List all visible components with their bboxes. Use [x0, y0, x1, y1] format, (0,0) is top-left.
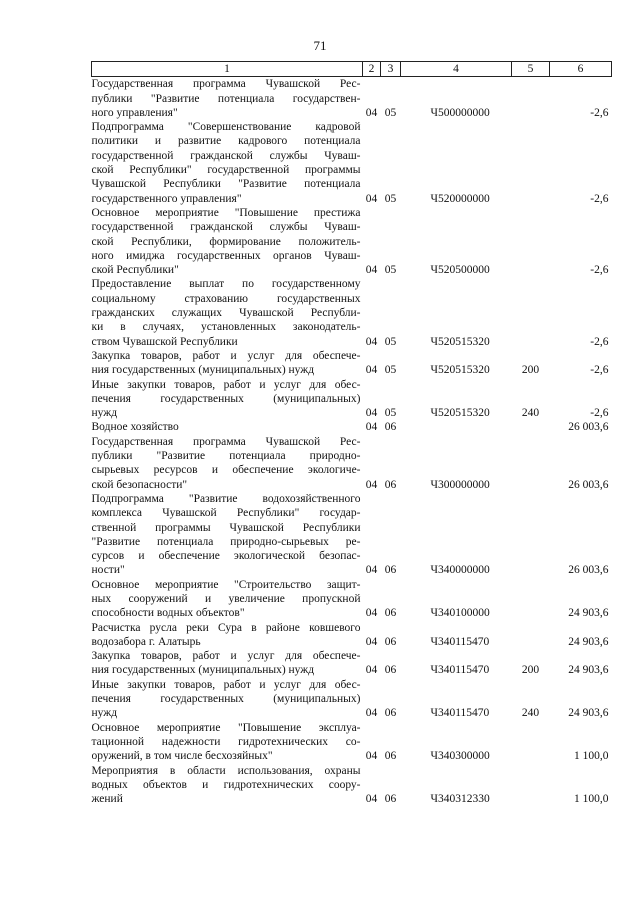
row-name-line: ской Республики" государственной программы	[91, 164, 361, 177]
row-name-line: нужд	[91, 707, 118, 720]
subsection-code-cell: 06	[384, 750, 397, 763]
row-name-line: Основное мероприятие "Строительство защит-	[91, 578, 361, 591]
amount-cell: 24 903,6	[568, 607, 609, 620]
target-item-cell: Ч520515320	[430, 335, 490, 348]
row-name-line: ской Республики, формирование положитель-	[91, 235, 361, 248]
target-item-cell: Ч340300000	[430, 750, 490, 763]
budget-table	[91, 61, 612, 806]
row-name-line: Государственная программа Чувашской Рес-	[91, 78, 361, 91]
amount-cell: -2,6	[590, 106, 609, 119]
row-name-line: оружений, в том числе бесхозяйных"	[91, 750, 273, 763]
expense-type-cell	[512, 435, 550, 492]
section-code-cell: 04	[365, 421, 378, 434]
expense-type-cell	[512, 578, 550, 621]
amount-cell: -2,6	[590, 364, 609, 377]
section-code-cell: 04	[365, 407, 378, 420]
table-row	[92, 435, 612, 492]
subsection-code-cell: 06	[384, 635, 397, 648]
table-row	[92, 206, 612, 277]
row-name-line: комплекса Чувашской Республики" государ-	[91, 507, 361, 520]
row-name-line: социальному страхованию государственных	[91, 292, 361, 305]
amount-cell: 26 003,6	[568, 478, 609, 491]
amount-cell: -2,6	[590, 264, 609, 277]
target-item-cell	[401, 420, 512, 434]
table-row	[92, 649, 612, 678]
row-name-line: способности водных объектов"	[91, 607, 245, 620]
row-name-line: Подпрограмма "Совершенствование кадровой	[91, 121, 361, 134]
row-name-line: гражданских служащих Чувашской Республи-	[91, 307, 361, 320]
header-col-2: 2	[363, 62, 381, 77]
row-name-cell	[92, 206, 363, 277]
row-name-line: нужд	[91, 407, 118, 420]
section-code-cell: 04	[365, 335, 378, 348]
row-name-line: тационной надежности гидротехнических со-	[91, 735, 361, 748]
row-name-line: ки в случаях, установленных законодатель-	[91, 321, 361, 334]
subsection-code-cell: 06	[384, 421, 397, 434]
target-item-cell: Ч340100000	[430, 607, 490, 620]
row-name-line: ской безопасности"	[91, 478, 188, 491]
page-number: 71	[313, 38, 327, 53]
table-row	[92, 492, 612, 578]
expense-type-cell	[512, 492, 550, 578]
row-name-line: Расчистка русла реки Сура в районе ковшевого	[91, 621, 361, 634]
row-name-line: публики "Развитие потенциала природно-	[91, 450, 361, 463]
row-name-cell	[92, 621, 363, 650]
row-name-line: ской Республики"	[91, 264, 179, 277]
row-name-line: ных сооружений и увеличение пропускной	[91, 592, 361, 605]
expense-type-cell	[512, 77, 550, 120]
target-item-cell: Ч340000000	[430, 564, 490, 577]
row-name-line: ния государственных (муниципальных) нужд	[91, 664, 315, 677]
row-name-line: политики и развитие кадрового потенциала	[91, 135, 361, 148]
subsection-code-cell: 05	[384, 407, 397, 420]
table-row	[92, 578, 612, 621]
table-row	[92, 420, 612, 434]
table-row	[92, 678, 612, 721]
row-name-cell	[92, 77, 363, 120]
row-name-cell	[92, 649, 363, 678]
amount-cell: -2,6	[590, 335, 609, 348]
row-name-line: Мероприятия в области использования, охраны	[91, 764, 361, 777]
row-name-line: Предоставление выплат по государственному	[91, 278, 361, 291]
subsection-code-cell: 05	[384, 106, 397, 119]
section-code-cell: 04	[365, 607, 378, 620]
row-name-line: ния государственных (муниципальных) нужд	[91, 364, 315, 377]
row-name-line: публики "Развитие потенциала государствен-	[91, 92, 361, 105]
table-row	[92, 764, 612, 807]
amount-cell: -2,6	[590, 192, 609, 205]
amount-cell: 1 100,0	[574, 750, 609, 763]
budget-table-wrap	[91, 61, 612, 806]
table-row	[92, 621, 612, 650]
expense-type-cell	[512, 120, 550, 206]
amount-cell: 24 903,6	[568, 635, 609, 648]
row-name-line: сурсов и обеспечение экологической безопас-	[91, 550, 361, 563]
header-col-5: 5	[512, 62, 550, 77]
section-code-cell: 04	[365, 264, 378, 277]
row-name-cell	[92, 678, 363, 721]
subsection-code-cell: 06	[384, 478, 397, 491]
expense-type-cell: 200	[521, 664, 540, 677]
expense-type-cell	[512, 420, 550, 434]
amount-cell: 26 003,6	[568, 421, 609, 434]
target-item-cell: Ч300000000	[430, 478, 490, 491]
section-code-cell: 04	[365, 564, 378, 577]
expense-type-cell: 240	[521, 407, 540, 420]
row-name-line: государственной гражданской службы Чуваш-	[91, 149, 361, 162]
table-row	[92, 349, 612, 378]
section-code-cell: 04	[365, 106, 378, 119]
expense-type-cell	[512, 277, 550, 348]
row-name-cell	[92, 492, 363, 578]
section-code-cell: 04	[365, 635, 378, 648]
row-name-line: ственной программы Чувашской Республики	[91, 521, 361, 534]
expense-type-cell	[512, 621, 550, 650]
subsection-code-cell: 05	[384, 192, 397, 205]
target-item-cell: Ч520515320	[430, 364, 490, 377]
row-name-line: жений	[91, 793, 123, 806]
expense-type-cell	[512, 764, 550, 807]
row-name-line: Водное хозяйство	[91, 421, 179, 434]
subsection-code-cell: 05	[384, 364, 397, 377]
row-name-line: ством Чувашской Республики	[91, 335, 238, 348]
row-name-line: Иные закупки товаров, работ и услуг для обес-	[91, 678, 361, 691]
row-name-line: водозабора г. Алатырь	[91, 635, 201, 648]
table-row	[92, 77, 612, 120]
amount-cell: 24 903,6	[568, 707, 609, 720]
row-name-line: Закупка товаров, работ и услуг для обеспече-	[91, 349, 361, 362]
amount-cell: 24 903,6	[568, 664, 609, 677]
row-name-line: Государственная программа Чувашской Рес-	[91, 435, 361, 448]
row-name-cell	[92, 764, 363, 807]
subsection-code-cell: 06	[384, 793, 397, 806]
section-code-cell: 04	[365, 478, 378, 491]
row-name-line: Основное мероприятие "Повышение престижа	[91, 206, 361, 219]
target-item-cell: Ч340115470	[430, 635, 490, 648]
row-name-line: печения государственных (муниципальных)	[91, 693, 361, 706]
target-item-cell: Ч520000000	[430, 192, 490, 205]
target-item-cell: Ч340312330	[430, 793, 490, 806]
table-row	[92, 378, 612, 421]
row-name-cell	[92, 578, 363, 621]
target-item-cell: Ч340115470	[430, 664, 490, 677]
section-code-cell: 04	[365, 707, 378, 720]
subsection-code-cell: 06	[384, 607, 397, 620]
header-col-1: 1	[92, 62, 363, 77]
section-code-cell: 04	[365, 364, 378, 377]
row-name-cell	[92, 721, 363, 764]
section-code-cell: 04	[365, 750, 378, 763]
row-name-cell	[92, 435, 363, 492]
row-name-line: Чувашской Республики "Развитие потенциала	[91, 178, 361, 191]
expense-type-cell: 200	[521, 364, 540, 377]
subsection-code-cell: 06	[384, 707, 397, 720]
table-row	[92, 277, 612, 348]
header-col-4: 4	[401, 62, 512, 77]
row-name-line: Закупка товаров, работ и услуг для обеспече-	[91, 650, 361, 663]
subsection-code-cell: 06	[384, 564, 397, 577]
subsection-code-cell: 06	[384, 664, 397, 677]
section-code-cell: 04	[365, 664, 378, 677]
table-header-row	[92, 62, 612, 77]
subsection-code-cell: 05	[384, 264, 397, 277]
row-name-line: государственного управления"	[91, 192, 242, 205]
row-name-cell	[92, 349, 363, 378]
row-name-line: Иные закупки товаров, работ и услуг для обес-	[91, 378, 361, 391]
row-name-line: "Развитие потенциала природно-сырьевых ре-	[91, 535, 361, 548]
row-name-line: печения государственных (муниципальных)	[91, 392, 361, 405]
amount-cell: 26 003,6	[568, 564, 609, 577]
row-name-line: ного имиджа государственных органов Чуваш-	[91, 249, 361, 262]
row-name-line: сырьевых ресурсов и обеспечение экологиче-	[91, 464, 361, 477]
row-name-cell	[92, 420, 363, 434]
expense-type-cell	[512, 206, 550, 277]
header-col-6: 6	[550, 62, 612, 77]
table-body	[92, 77, 612, 807]
target-item-cell: Ч520515320	[430, 407, 490, 420]
subsection-code-cell: 05	[384, 335, 397, 348]
expense-type-cell: 240	[521, 707, 540, 720]
section-code-cell: 04	[365, 192, 378, 205]
row-name-line: ности"	[91, 564, 125, 577]
header-col-3: 3	[381, 62, 401, 77]
table-row	[92, 721, 612, 764]
row-name-cell	[92, 277, 363, 348]
row-name-line: Основное мероприятие "Повышение эксплуа-	[91, 721, 361, 734]
amount-cell: -2,6	[590, 407, 609, 420]
amount-cell: 1 100,0	[574, 793, 609, 806]
row-name-cell	[92, 120, 363, 206]
expense-type-cell	[512, 721, 550, 764]
row-name-line: государственной гражданской службы Чуваш-	[91, 221, 361, 234]
table-row	[92, 120, 612, 206]
row-name-line: ного управления"	[91, 106, 178, 119]
row-name-line: Подпрограмма "Развитие водохозяйственного	[91, 492, 361, 505]
row-name-cell	[92, 378, 363, 421]
target-item-cell: Ч520500000	[430, 264, 490, 277]
section-code-cell: 04	[365, 793, 378, 806]
target-item-cell: Ч340115470	[430, 707, 490, 720]
target-item-cell: Ч500000000	[430, 106, 490, 119]
row-name-line: водных объектов и гидротехнических соору-	[91, 778, 361, 791]
